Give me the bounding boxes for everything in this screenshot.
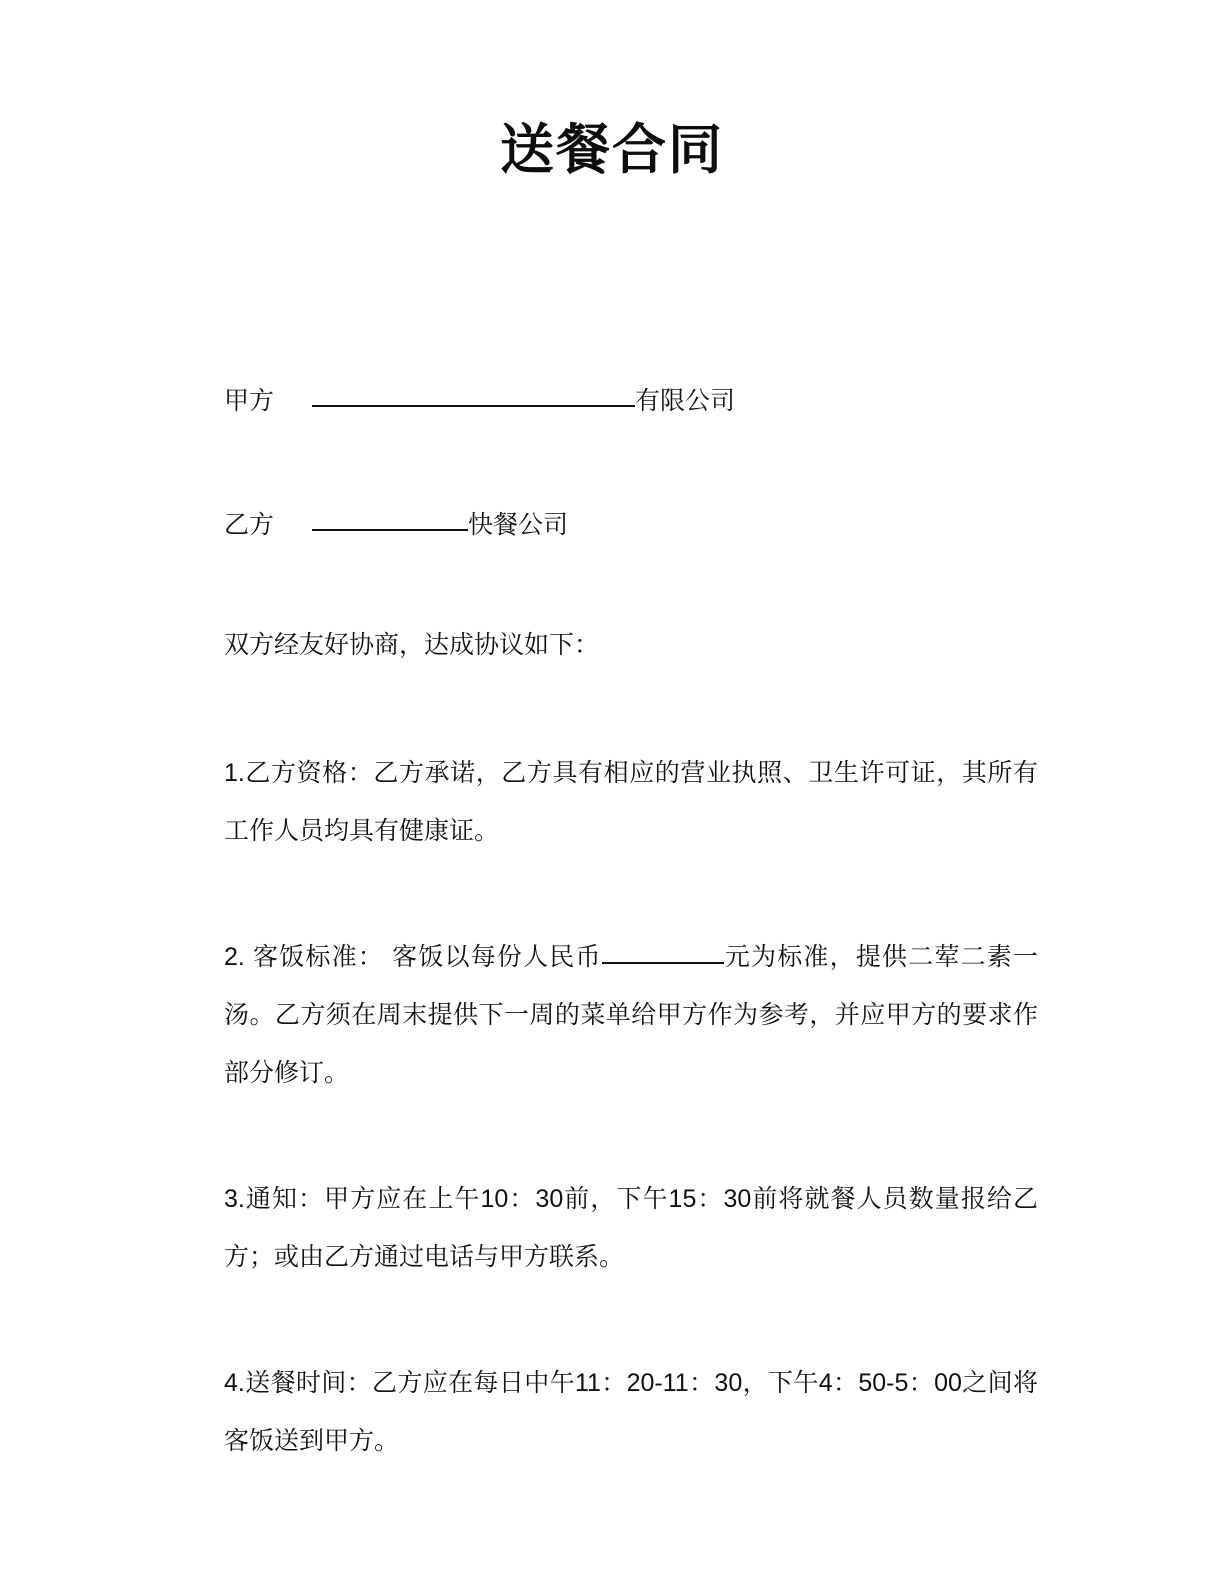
- party-b-suffix: 快餐公司: [468, 511, 569, 539]
- clause-2: [188, 928, 1038, 1102]
- clause-2-text-after-blank: 元为标准，提供二荤二素一汤。乙方须在周末提供下一周的菜单给甲方作为参考，并应甲方的要求作部分修订。: [224, 943, 1038, 1087]
- party-a-name-blank[interactable]: [312, 379, 635, 407]
- clause-3: 3.通知：甲方应在上午10：30前，下午15：30前将就餐人员数量报给乙方；或由乙方通过电话与甲方联系。: [224, 1185, 1038, 1271]
- party-b-line: [188, 496, 1038, 554]
- agreement-intro: 双方经友好协商，达成协议如下：: [224, 631, 600, 659]
- party-b-name-blank[interactable]: [312, 503, 468, 531]
- clause-2-text-before-blank: 2. 客饭标准： 客饭以每份人民币: [224, 943, 602, 971]
- price-blank[interactable]: [602, 938, 724, 964]
- party-a-suffix: 有限公司: [635, 387, 736, 415]
- party-a-label: 甲方: [224, 387, 275, 415]
- party-b-label: 乙方: [224, 511, 275, 539]
- document-body: [188, 372, 1038, 1470]
- clause-1: 1.乙方资格：乙方承诺，乙方具有相应的营业执照、卫生许可证，其所有工作人员均具有健康证。: [224, 759, 1038, 845]
- party-a-line: [188, 372, 1038, 430]
- page-title: 送餐合同: [500, 120, 724, 180]
- clause-4: 4.送餐时间：乙方应在每日中午11：20-11：30，下午4：50-5：00之间将客饭送到甲方。: [224, 1369, 1038, 1455]
